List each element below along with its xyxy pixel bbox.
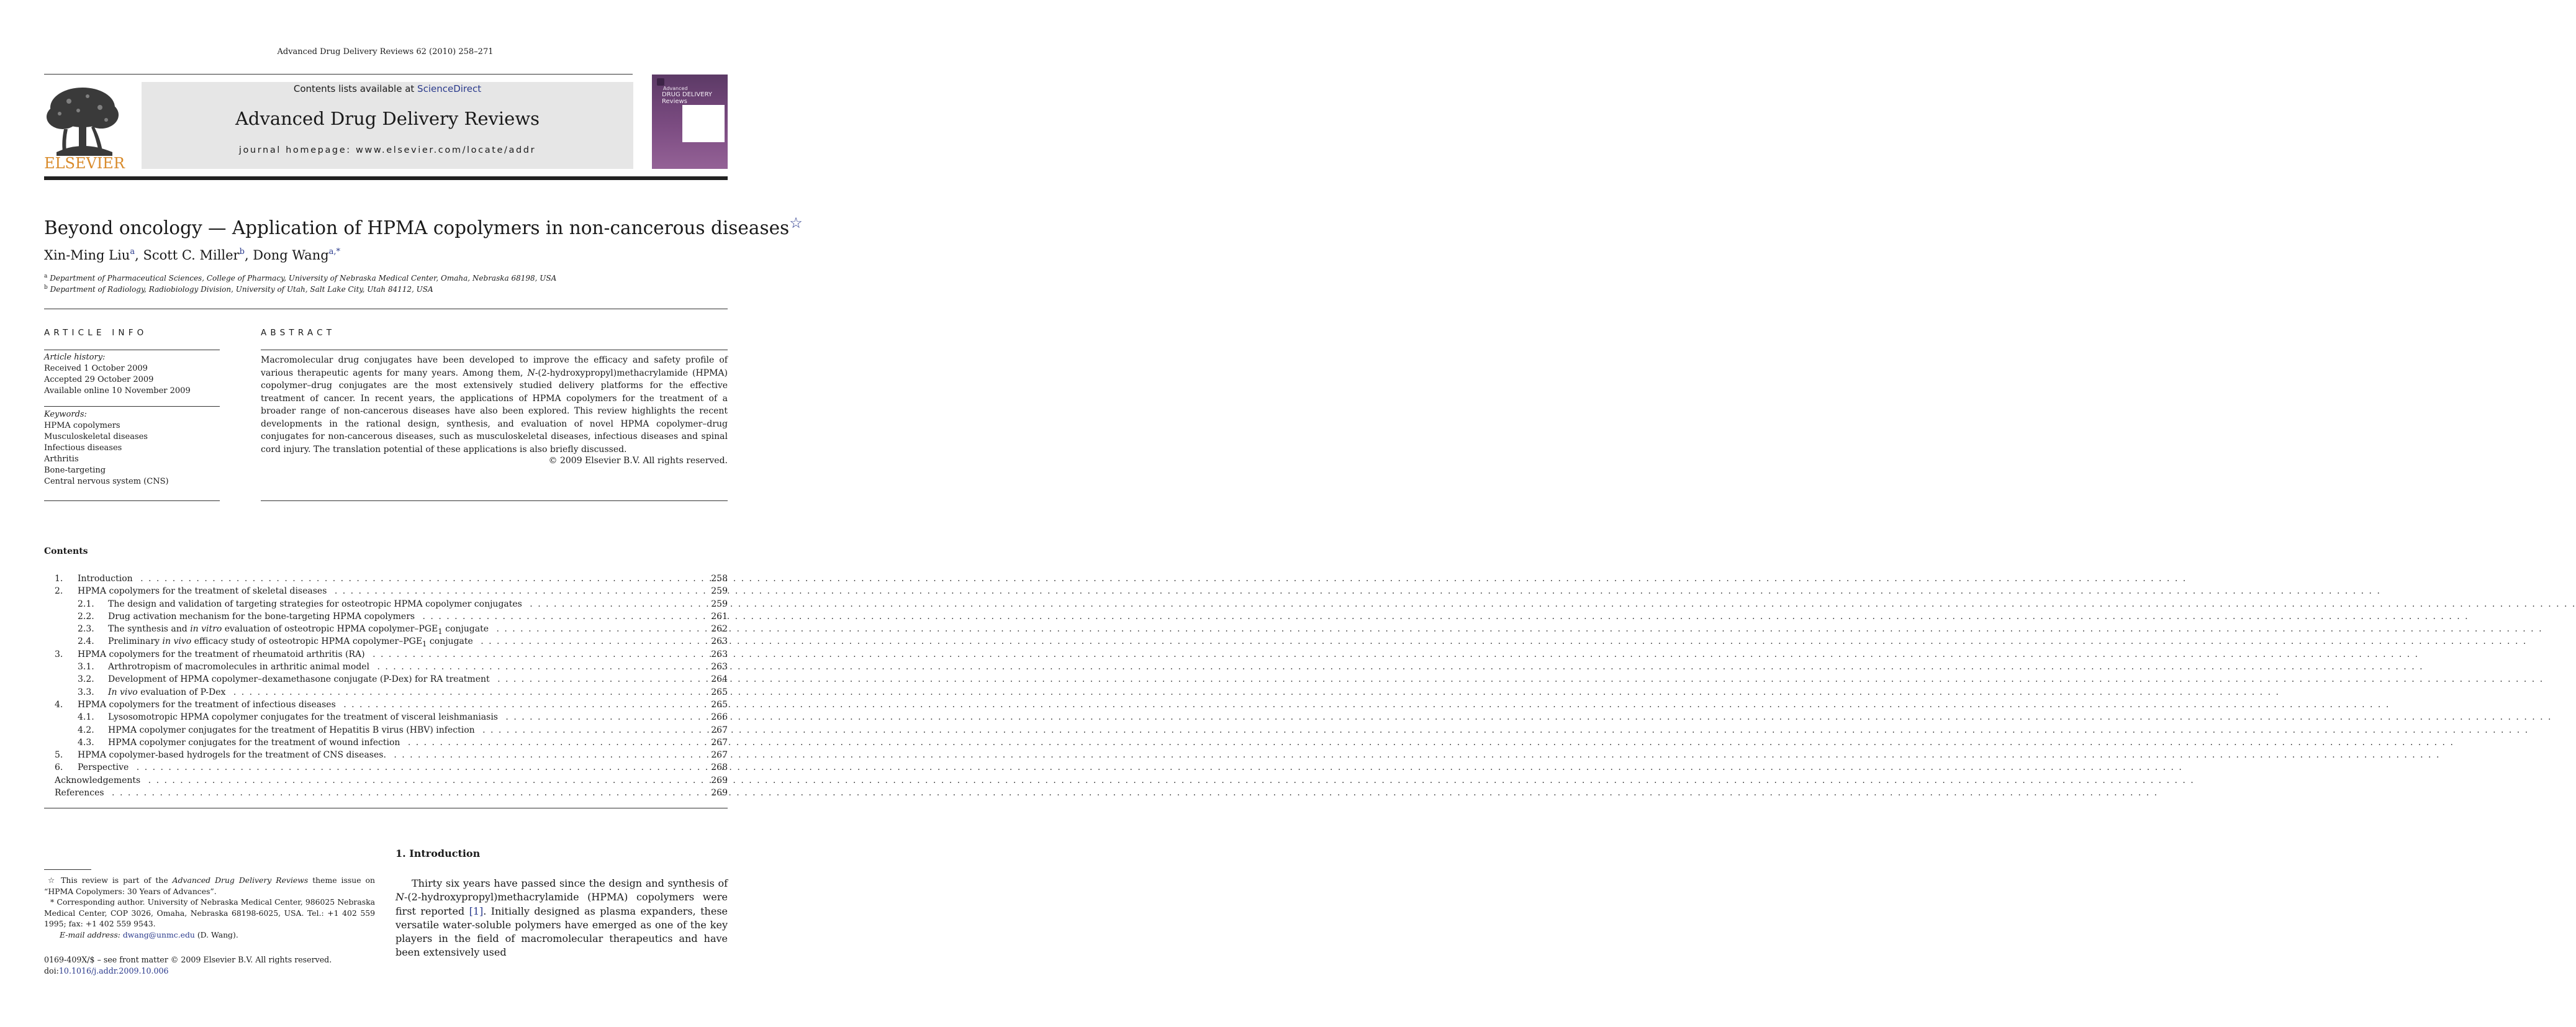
- keyword: Arthritis: [44, 455, 79, 464]
- author-name: Dong Wang: [253, 248, 329, 263]
- journal-homepage[interactable]: journal homepage: www.elsevier.com/locate/addr: [238, 145, 536, 155]
- toc-item[interactable]: References . . . 269: [44, 787, 728, 799]
- cover-title: DRUG DELIVERY Reviews: [662, 91, 713, 105]
- abstract-heading: ABSTRACT: [261, 328, 336, 338]
- toc-item[interactable]: 3.2. Development of HPMA copolymer–dexamethasone conjugate (P-Dex) for RA treatment . . . 264: [44, 673, 728, 685]
- cover-small-text: Advanced: [663, 86, 688, 91]
- toc-item[interactable]: 3. HPMA copolymers for the treatment of rheumatoid arthritis (RA) . . . 263: [44, 648, 728, 661]
- reference-link[interactable]: [1]: [469, 905, 484, 917]
- abstract-copyright: © 2009 Elsevier B.V. All rights reserved.: [548, 456, 728, 466]
- footnote-email: E-mail address: dwang@unmc.edu (D. Wang).: [60, 930, 238, 939]
- keyword: Bone-targeting: [44, 466, 106, 475]
- cover-mark-icon: [657, 78, 664, 86]
- doi-link[interactable]: 10.1016/j.addr.2009.10.006: [58, 966, 169, 975]
- keyword: Infectious diseases: [44, 443, 122, 453]
- abstract-rule-bottom: [261, 500, 728, 501]
- author-name: Scott C. Miller: [143, 248, 240, 263]
- keyword: Central nervous system (CNS): [44, 477, 169, 486]
- cover-image: [682, 105, 725, 142]
- toc-item[interactable]: 1. Introduction . . . 258: [44, 572, 728, 585]
- table-of-contents: [44, 572, 728, 799]
- author-sup[interactable]: a: [130, 247, 135, 256]
- journal-cover[interactable]: [652, 75, 728, 169]
- toc-item[interactable]: 2.4. Preliminary in vivo efficacy study of osteotropic HPMA copolymer–$PGE_1$ conjugate . . . 263: [44, 635, 728, 648]
- toc-item[interactable]: 3.1. Arthrotropism of macromolecules in arthritic animal model . . . 263: [44, 661, 728, 673]
- toc-item[interactable]: 4.3. HPMA copolymer conjugates for the treatment of wound infection . . . 267: [44, 736, 728, 749]
- elsevier-logo[interactable]: [44, 83, 125, 170]
- abstract-text: Macromolecular drug conjugates have been developed to improve the efficacy and safety profile of various therapeutic agents for many years. Among them, N-(2-hydroxypropyl)methacrylamide (HPMA) copolymer–drug conjugates are the most extensively studied delivery platforms for the effective treatment of cancer. In recent years, the applications of HPMA copolymers for the treatment of a broader range of non-cancerous diseases have also been explored. This review highlights the recent developments in the rational design, synthesis, and evaluation of novel HPMA copolymer–drug conjugates for non-cancerous diseases, such as musculoskeletal diseases, infectious diseases and spinal cord injury. The translation potential of these applications is also briefly discussed.: [261, 355, 728, 455]
- info-rule-bottom: [44, 500, 220, 501]
- toc-item[interactable]: 4.2. HPMA copolymer conjugates for the treatment of Hepatitis B virus (HBV) infection . . . 267: [44, 724, 728, 736]
- title-footnote-star-icon[interactable]: ☆: [789, 214, 803, 232]
- journal-banner: [142, 82, 633, 169]
- front-matter: 0169-409X/$ – see front matter © 2009 Elsevier B.V. All rights reserved. doi:10.1016/j.addr.2009.10.006: [44, 955, 332, 975]
- email-link[interactable]: dwang@unmc.edu: [122, 930, 195, 939]
- footnote-theme: ☆ This review is part of the Advanced Drug Delivery Reviews theme issue on “HPMA Copolymers: 30 Years of Advances”.: [44, 875, 375, 896]
- article-info-heading: ARTICLE INFO: [44, 328, 148, 338]
- footnote-corresponding: * Corresponding author. University of Nebraska Medical Center, 986025 Nebraska Medical Center, COP 3026, Omaha, Nebraska 68198-6025, USA. Tel.: +1 402 559 1995; fax: +1 402 559 9543.: [44, 897, 375, 928]
- toc-item[interactable]: 6. Perspective . . . 268: [44, 761, 728, 774]
- running-head: Advanced Drug Delivery Reviews 62 (2010) 258–271: [277, 47, 494, 57]
- toc-item[interactable]: 4.1. Lysosomotropic HPMA copolymer conjugates for the treatment of visceral leishmaniasis . . . 266: [44, 711, 728, 723]
- introduction-text: Thirty six years have passed since the design and synthesis of N-(2-hydroxypropyl)methacrylamide (HPMA) copolymers were first reported [1]. Initially designed as plasma expanders, these versatile water-soluble polymers have emerged as one of the key players in the field of macromolecular therapeutics and have been extensively used: [395, 877, 728, 959]
- contents-available-line: Contents lists available at ScienceDirect: [293, 83, 482, 94]
- contents-heading: Contents: [44, 546, 88, 556]
- header-rule: [44, 74, 633, 75]
- toc-item[interactable]: 4. HPMA copolymers for the treatment of infectious diseases . . . 265: [44, 699, 728, 711]
- toc-item[interactable]: 5. HPMA copolymer-based hydrogels for the treatment of CNS diseases. . . . 267: [44, 749, 728, 761]
- author-sup[interactable]: b: [239, 247, 245, 256]
- svg-text:ELSEVIER: ELSEVIER: [44, 155, 125, 172]
- toc-item[interactable]: 2.2. Drug activation mechanism for the bone-targeting HPMA copolymers . . . 261: [44, 610, 728, 623]
- author-list: Xin-Ming Liu$^a$, Scott C. Miller$^b$, Dong Wang$^{a,*}$: [44, 247, 341, 263]
- elsevier-tree-icon: [44, 83, 125, 170]
- affiliation-b: $^b$ Department of Radiology, Radiobiology Division, University of Utah, Salt Lake City, Utah 84112, USA: [44, 284, 433, 294]
- header-thick-rule: [44, 176, 728, 180]
- introduction-heading: 1. Introduction: [395, 848, 481, 859]
- article-history: Article history: Received 1 October 2009 Accepted 29 October 2009 Available online 10 November 2009: [44, 353, 191, 396]
- journal-title: Advanced Drug Delivery Reviews: [235, 108, 540, 129]
- keyword: Musculoskeletal diseases: [44, 432, 148, 441]
- info-rule-mid: [44, 406, 220, 407]
- sciencedirect-link[interactable]: ScienceDirect: [417, 83, 482, 94]
- footnote-rule: [44, 869, 91, 870]
- toc-item[interactable]: 2.3. The synthesis and in vitro evaluation of osteotropic HPMA copolymer–$PGE_1$ conjugate . . . 262: [44, 623, 728, 635]
- footnote-star-icon: ☆: [48, 875, 57, 885]
- keyword: HPMA copolymers: [44, 421, 120, 430]
- author-name: Xin-Ming Liu: [44, 248, 130, 263]
- author-sup[interactable]: a,*: [328, 247, 341, 256]
- toc-item[interactable]: Acknowledgements . . . 269: [44, 774, 728, 787]
- article-title: Beyond oncology — Application of HPMA copolymers in non-cancerous diseases☆: [44, 214, 803, 238]
- toc-item[interactable]: 3.3. In vivo evaluation of P-Dex . . . 265: [44, 686, 728, 699]
- keywords: Keywords: HPMA copolymers Musculoskeletal diseases Infectious diseases Arthritis Bone-targeting Central nervous system (CNS): [44, 409, 220, 487]
- toc-item[interactable]: 2.1. The design and validation of targeting strategies for osteotropic HPMA copolymer conjugates . . . 259: [44, 598, 728, 610]
- toc-item[interactable]: 2. HPMA copolymers for the treatment of skeletal diseases . . . 259: [44, 585, 728, 597]
- affiliation-a: $^a$ Department of Pharmaceutical Sciences, College of Pharmacy, University of Nebraska Medical Center, Omaha, Nebraska 68198, USA: [44, 273, 557, 283]
